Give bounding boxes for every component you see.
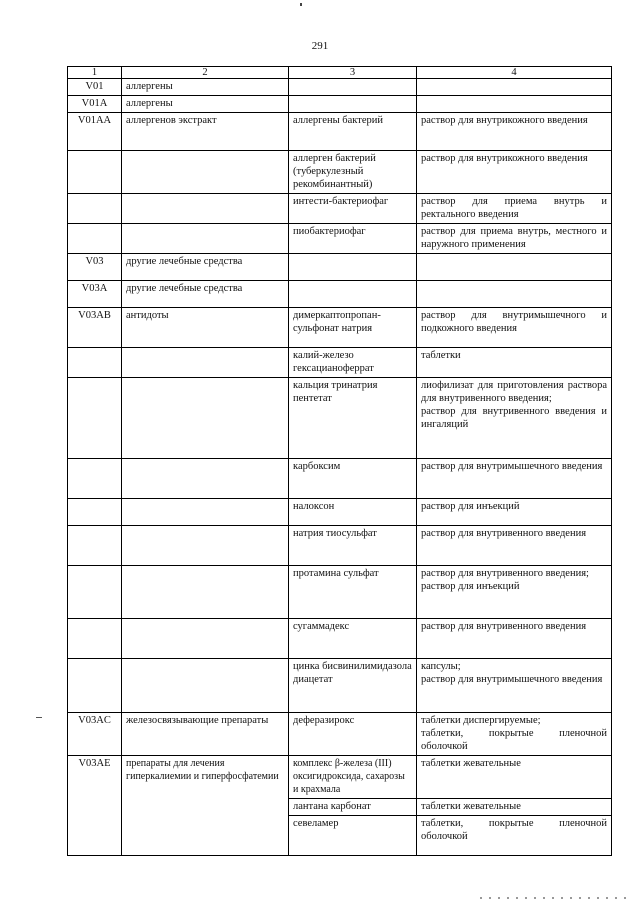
- header-row: [68, 67, 612, 79]
- code-cell: [68, 526, 122, 566]
- scan-mark: [300, 3, 302, 6]
- form-cell: таблетки, покрытые пленочной оболочкой: [417, 816, 612, 856]
- page-number: 291: [311, 40, 329, 52]
- drug-cell: аллерген бактерий (туберкулезный рекомбинантный): [289, 151, 417, 194]
- code-cell: [68, 194, 122, 224]
- table-row: [68, 151, 612, 194]
- scan-noise: [480, 897, 630, 899]
- group-cell: [122, 194, 289, 224]
- table-row: [68, 308, 612, 348]
- form-cell: [417, 254, 612, 281]
- table-row: [68, 459, 612, 499]
- group-cell: [122, 224, 289, 254]
- form-cell: раствор для инъекций: [417, 499, 612, 526]
- drug-table: [67, 66, 612, 856]
- table-row: [68, 254, 612, 281]
- code-cell: V03: [68, 254, 122, 281]
- group-cell: [122, 459, 289, 499]
- drug-cell: интести-бактериофаг: [289, 194, 417, 224]
- group-cell: [122, 151, 289, 194]
- form-cell: таблетки: [417, 348, 612, 378]
- code-cell: [68, 348, 122, 378]
- form-cell: таблетки жевательные: [417, 756, 612, 799]
- header-cell-4: 4: [417, 67, 612, 79]
- code-cell: [68, 459, 122, 499]
- drug-cell: [289, 254, 417, 281]
- group-cell: [122, 348, 289, 378]
- form-cell: [417, 96, 612, 113]
- drug-cell: карбоксим: [289, 459, 417, 499]
- drug-cell: димеркаптопропан-сульфонат натрия: [289, 308, 417, 348]
- drug-cell: севеламер: [289, 816, 417, 856]
- table-body: [68, 67, 612, 856]
- group-cell: другие лечебные средства: [122, 281, 289, 308]
- form-cell: таблетки диспергируемые; таблетки, покрытые пленочной оболочкой: [417, 713, 612, 756]
- drug-cell: [289, 79, 417, 96]
- group-cell: [122, 499, 289, 526]
- form-cell: раствор для внутривенного введения: [417, 526, 612, 566]
- drug-cell: калий-железо гексацианоферрат: [289, 348, 417, 378]
- table-row: [68, 566, 612, 619]
- table-row: [68, 224, 612, 254]
- form-cell: [417, 281, 612, 308]
- form-cell: раствор для внутримышечного и подкожного введения: [417, 308, 612, 348]
- group-cell: аллергенов экстракт: [122, 113, 289, 151]
- group-cell: железосвязывающие препараты: [122, 713, 289, 756]
- form-cell: лиофилизат для приготовления раствора для внутривенного введения; раствор для внутривенного введения и ингаляций: [417, 378, 612, 459]
- code-cell: V03AC: [68, 713, 122, 756]
- drug-cell: протамина сульфат: [289, 566, 417, 619]
- code-cell: [68, 224, 122, 254]
- drug-cell: комплекс β-железа (III) оксигидроксида, сахарозы и крахмала: [289, 756, 417, 799]
- group-cell: антидоты: [122, 308, 289, 348]
- form-cell: раствор для внутрикожного введения: [417, 113, 612, 151]
- table-row: [68, 194, 612, 224]
- code-cell: [68, 619, 122, 659]
- form-cell: раствор для приема внутрь, местного и наружного применения: [417, 224, 612, 254]
- table-row: [68, 619, 612, 659]
- code-cell: [68, 151, 122, 194]
- drug-cell: кальция тринатрия пентетат: [289, 378, 417, 459]
- drug-cell: налоксон: [289, 499, 417, 526]
- table-row: [68, 756, 612, 799]
- code-cell: [68, 378, 122, 459]
- group-cell: препараты для лечения гиперкалиемии и гиперфосфатемии: [122, 756, 289, 856]
- group-cell: [122, 566, 289, 619]
- group-cell: [122, 659, 289, 713]
- code-cell: V01: [68, 79, 122, 96]
- form-cell: раствор для внутрикожного введения: [417, 151, 612, 194]
- header-cell-3: 3: [289, 67, 417, 79]
- group-cell: другие лечебные средства: [122, 254, 289, 281]
- form-cell: [417, 79, 612, 96]
- form-cell: таблетки жевательные: [417, 799, 612, 816]
- code-cell: V01A: [68, 96, 122, 113]
- drug-cell: [289, 96, 417, 113]
- table-row: [68, 96, 612, 113]
- drug-cell: деферазирокс: [289, 713, 417, 756]
- form-cell: раствор для приема внутрь и ректального введения: [417, 194, 612, 224]
- table-row: [68, 659, 612, 713]
- table-row: [68, 499, 612, 526]
- code-cell: [68, 566, 122, 619]
- table-row: [68, 526, 612, 566]
- group-cell: [122, 378, 289, 459]
- code-cell: V03AE: [68, 756, 122, 856]
- code-cell: V03A: [68, 281, 122, 308]
- table-row: [68, 348, 612, 378]
- table-row: [68, 378, 612, 459]
- drug-cell: пиобактериофаг: [289, 224, 417, 254]
- group-cell: аллергены: [122, 79, 289, 96]
- drug-cell: сугаммадекс: [289, 619, 417, 659]
- drug-cell: аллергены бактерий: [289, 113, 417, 151]
- header-cell-2: 2: [122, 67, 289, 79]
- code-cell: [68, 659, 122, 713]
- form-cell: раствор для внутривенного введения; раствор для инъекций: [417, 566, 612, 619]
- form-cell: раствор для внутривенного введения: [417, 619, 612, 659]
- table-row: [68, 713, 612, 756]
- group-cell: аллергены: [122, 96, 289, 113]
- drug-cell: натрия тиосульфат: [289, 526, 417, 566]
- header-cell-1: 1: [68, 67, 122, 79]
- table-row: [68, 79, 612, 96]
- group-cell: [122, 619, 289, 659]
- form-cell: капсулы; раствор для внутримышечного введения: [417, 659, 612, 713]
- drug-cell: цинка бисвинилимидазола диацетат: [289, 659, 417, 713]
- code-cell: V01AA: [68, 113, 122, 151]
- form-cell: раствор для внутримышечного введения: [417, 459, 612, 499]
- drug-cell: [289, 281, 417, 308]
- margin-mark: [36, 717, 42, 718]
- drug-cell: лантана карбонат: [289, 799, 417, 816]
- group-cell: [122, 526, 289, 566]
- code-cell: [68, 499, 122, 526]
- code-cell: V03AB: [68, 308, 122, 348]
- table-row: [68, 281, 612, 308]
- table-row: [68, 113, 612, 151]
